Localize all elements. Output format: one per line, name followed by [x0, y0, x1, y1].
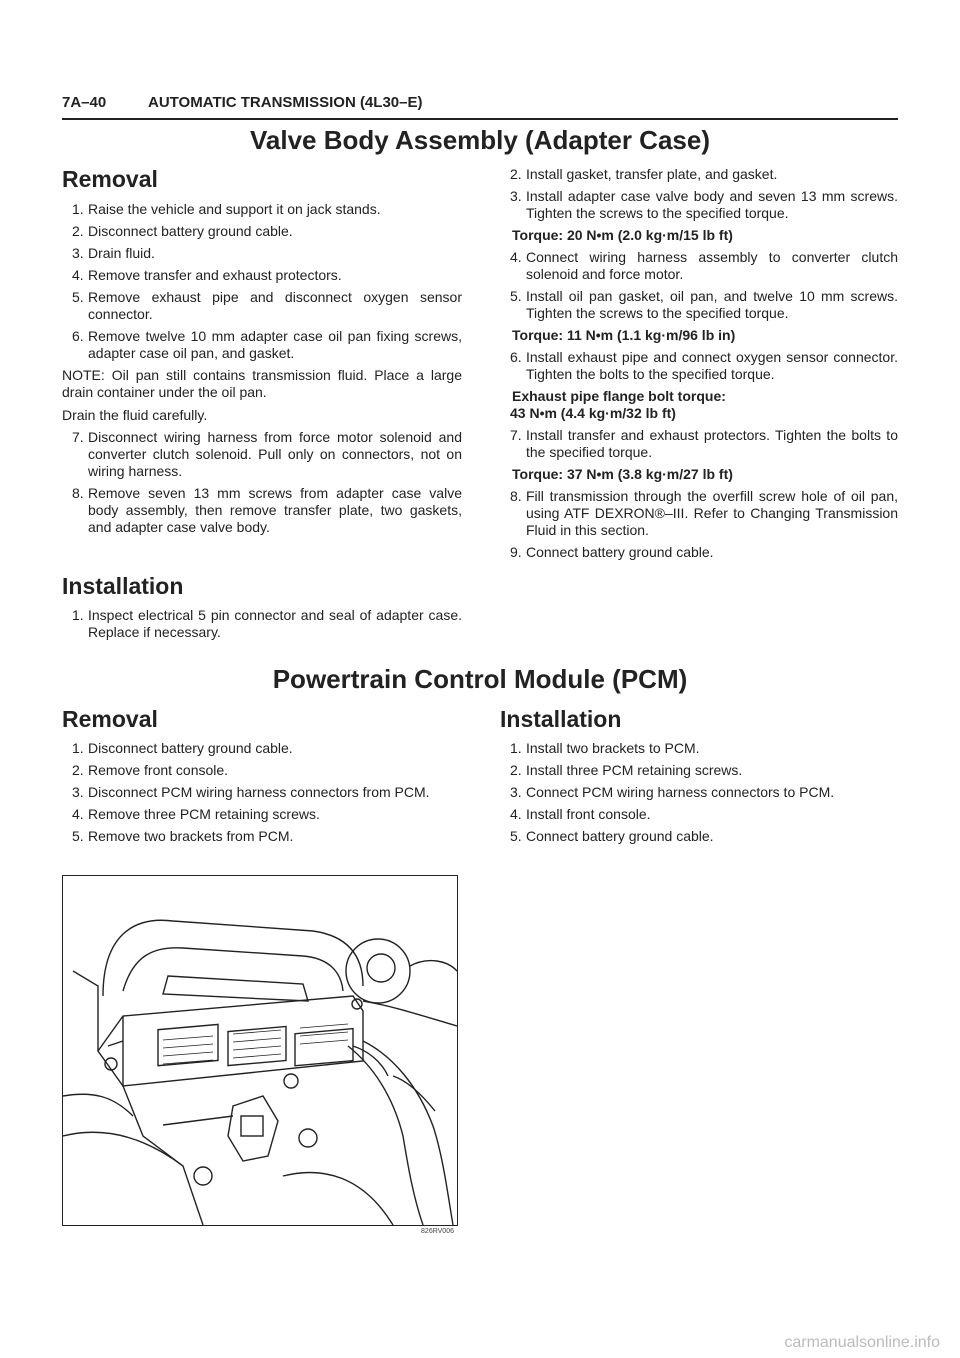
pcm-removal-steps [62, 740, 462, 845]
list-item: 9. Connect battery ground cable. [510, 544, 714, 560]
valve-body-installation-right [500, 166, 898, 566]
list-item: 4. Connect wiring harness assembly to converter clutch solenoid and force motor. [510, 249, 898, 282]
list-item: 5. Remove two brackets from PCM. [72, 828, 294, 844]
list-item: 3. Connect PCM wiring harness connectors to PCM. [510, 784, 835, 800]
pcm-drawing [63, 876, 457, 1225]
valve-body-removal-left [62, 201, 462, 541]
pcm-illustration [62, 875, 458, 1226]
torque-spec-label: Exhaust pipe flange bolt torque: [512, 388, 726, 404]
list-item: 1. Raise the vehicle and support it on jack stands. [72, 201, 381, 217]
list-item: 5. Remove exhaust pipe and disconnect oxygen sensor connector. [72, 289, 462, 322]
figure-label: 826RV006 [421, 1228, 454, 1235]
list-item: 3. Drain fluid. [72, 245, 155, 261]
oil-pan-note: NOTE: Oil pan still contains transmission fluid. Place a large drain container under the oil pan. [62, 367, 462, 400]
list-item: 3. Install adapter case valve body and seven 13 mm screws. Tighten the screws to the specified torque. [510, 188, 898, 221]
pcm-installation-heading: Installation [500, 706, 622, 732]
list-item: 4. Remove three PCM retaining screws. [72, 806, 320, 822]
pcm-installation-steps [500, 740, 898, 845]
page-number: 7A–40 [62, 94, 107, 111]
list-item: 7. Disconnect wiring harness from force motor solenoid and converter clutch solenoid. Pull only on connectors, not on wiring harness. [72, 429, 462, 479]
list-item: 1. Install two brackets to PCM. [510, 740, 700, 756]
removal-heading: Removal [62, 166, 158, 192]
pcm-removal-heading: Removal [62, 706, 158, 732]
list-item: 4. Install front console. [510, 806, 651, 822]
list-item: 6. Install exhaust pipe and connect oxygen sensor connector. Tighten the bolts to the specified torque. [510, 349, 898, 382]
torque-spec: 43 N•m (4.4 kg·m/32 lb ft) [510, 405, 676, 421]
list-item: 8. Fill transmission through the overfill screw hole of oil pan, using ATF DEXRON®–III. Refer to Changing Transmission Fluid in this section. [510, 488, 898, 538]
pcm-title: Powertrain Control Module (PCM) [272, 664, 688, 694]
list-item: 6. Remove twelve 10 mm adapter case oil pan fixing screws, adapter case oil pan, and gasket. [72, 328, 462, 361]
removal-steps-continued [62, 429, 462, 536]
drain-instruction: Drain the fluid carefully. [62, 407, 208, 423]
valve-body-installation-left [62, 607, 462, 646]
section-title: AUTOMATIC TRANSMISSION (4L30–E) [148, 94, 423, 111]
list-item: 1. Inspect electrical 5 pin connector and seal of adapter case. Replace if necessary. [72, 607, 462, 640]
list-item: 1. Disconnect battery ground cable. [72, 740, 293, 756]
list-item: 8. Remove seven 13 mm screws from adapter case valve body assembly, then remove transfer plate, two gaskets, and adapter case valve body. [72, 485, 462, 535]
installation-heading: Installation [62, 573, 184, 599]
list-item: 2. Install gasket, transfer plate, and gasket. [510, 166, 778, 182]
list-item: 3. Disconnect PCM wiring harness connectors from PCM. [72, 784, 430, 800]
valve-body-title: Valve Body Assembly (Adapter Case) [250, 125, 710, 155]
list-item: 4. Remove transfer and exhaust protectors. [72, 267, 342, 283]
pcm-removal [62, 740, 462, 850]
footer-watermark: carmanualsonline.info [784, 1334, 940, 1351]
torque-spec: Torque: 11 N•m (1.1 kg·m/96 lb in) [512, 327, 736, 343]
pcm-installation [500, 740, 898, 850]
list-item: 2. Install three PCM retaining screws. [510, 762, 743, 778]
torque-spec: Torque: 20 N•m (2.0 kg·m/15 lb ft) [512, 227, 733, 243]
list-item: 2. Disconnect battery ground cable. [72, 223, 293, 239]
list-item: 2. Remove front console. [72, 762, 229, 778]
page-header [62, 88, 898, 120]
list-item: 5. Install oil pan gasket, oil pan, and twelve 10 mm screws. Tighten the screws to the specified torque. [510, 288, 898, 321]
list-item: 7. Install transfer and exhaust protectors. Tighten the bolts to the specified torque. [510, 427, 898, 460]
list-item: 5. Connect battery ground cable. [510, 828, 714, 844]
removal-steps [62, 201, 462, 362]
torque-spec: Torque: 37 N•m (3.8 kg·m/27 lb ft) [512, 466, 733, 482]
